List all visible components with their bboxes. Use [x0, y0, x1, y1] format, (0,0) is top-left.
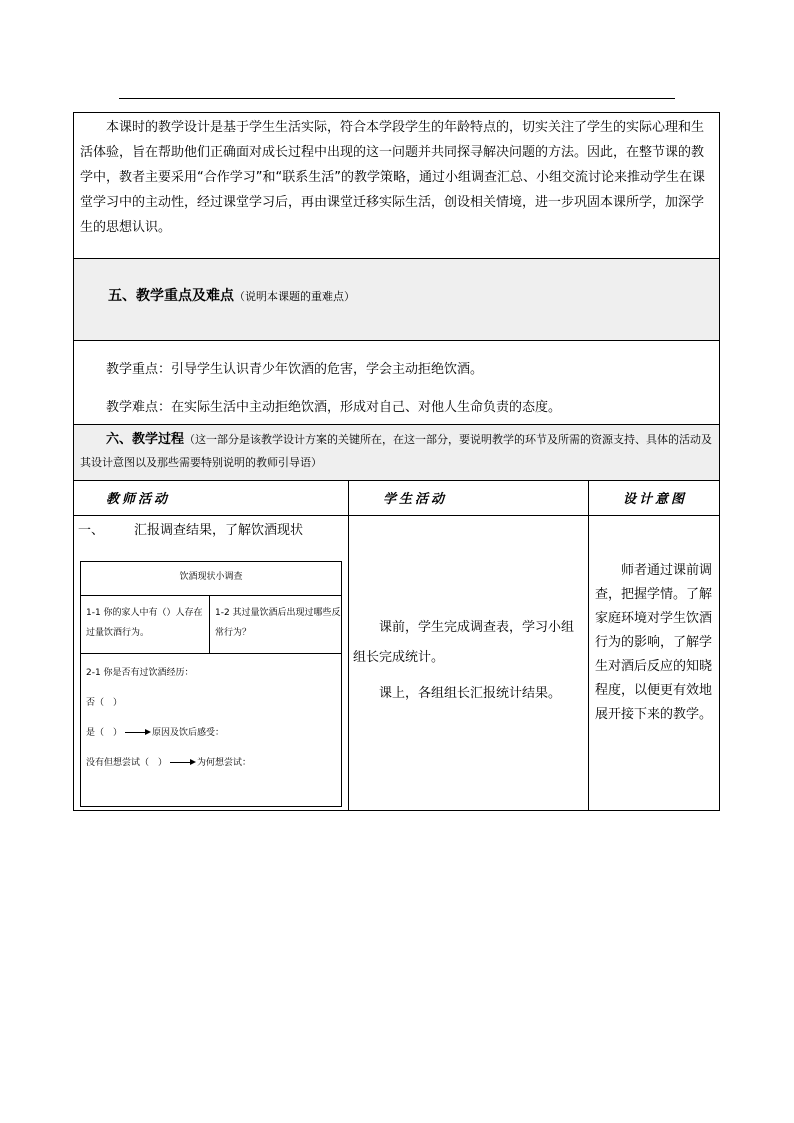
- section-6-heading: [74, 425, 719, 481]
- survey-option-yes-follow: 原因及饮后感受：: [152, 728, 225, 738]
- difficulty-point: 教学难点：在实际生活中主动拒绝饮酒，形成对自己、对他人生命负责的态度。: [106, 400, 562, 415]
- intro-section: [74, 113, 719, 259]
- header-teacher-activity: 教师活动: [106, 492, 171, 507]
- step-heading: [78, 519, 303, 538]
- step-text: 汇报调查结果，了解饮酒现状: [134, 523, 304, 538]
- section-6-title: 六、教学过程: [106, 432, 185, 447]
- activity-table-header: [74, 481, 719, 516]
- header-design-intent: 设计意图: [623, 492, 688, 507]
- student-activity-in-class: 课上，各组组长汇报统计结果。: [379, 686, 562, 701]
- design-intent-cell: [589, 516, 719, 810]
- survey-option-yes-line: [86, 718, 341, 748]
- section-6-note: （这一部分是该教学设计方案的关键所在，在这一部分，要说明教学的环节及所需的资源支持、具体的活动及其设计意图以及那些需要特别说明的教师引导语）: [80, 433, 713, 469]
- header-cell-student: [349, 481, 589, 515]
- key-points-section: [74, 341, 719, 425]
- survey-question-2-block: [81, 654, 341, 778]
- survey-question-2-1: 2-1 你是否有过饮酒经历：: [86, 668, 194, 678]
- arrow-right-icon: [125, 732, 149, 733]
- activity-table-row: [74, 516, 719, 810]
- survey-question-row: [81, 596, 341, 654]
- key-point: 教学重点：引导学生认识青少年饮酒的危害，学会主动拒绝饮酒。: [106, 362, 484, 377]
- intro-paragraph: 本课时的教学设计是基于学生生活实际，符合本学段学生的年龄特点的，切实关注了学生的实际心理和生活体验，旨在帮助他们正确面对成长过程中出现的这一问题并共同探寻解决问题的方法。因此，在整节课的教学中，教者主要采用“合作学习”和“联系生活”的教学策略，通过小组调查汇总、小组交流讨论来推动学生在课堂学习中的主动性，经过课堂学习后，再由课堂迁移实际生活，创设相关情境，进一步巩固本课所学，加深学生的思想认识。: [80, 120, 705, 235]
- survey-form: [80, 561, 342, 807]
- section-5-heading: [74, 259, 719, 341]
- survey-option-yes: 是（ ）: [86, 728, 123, 738]
- lesson-plan-table: [73, 112, 720, 811]
- design-intent-text: 师者通过课前调查，把握学情。了解家庭环境对学生饮酒行为的影响，了解学生对酒后反应的知晓程度，以便更有效地展开接下来的教学。: [595, 563, 713, 722]
- student-activity-text: [353, 613, 584, 715]
- section-5-title: [108, 285, 355, 305]
- student-activity-cell: [349, 516, 589, 810]
- survey-title: 饮酒现状小调查: [81, 562, 341, 596]
- survey-option-no: 否（ ）: [86, 698, 123, 708]
- survey-question-1-1: 1-1 你的家人中有（）人存在过量饮酒行为。: [81, 596, 210, 653]
- header-student-activity: 学生活动: [383, 492, 448, 507]
- header-cell-teacher: [74, 481, 349, 515]
- survey-option-want-follow: 为何想尝试：: [197, 758, 252, 768]
- student-activity-before-class: 课前，学生完成调查表，学习小组组长完成统计。: [353, 620, 575, 665]
- header-cell-design: [589, 481, 719, 515]
- section-5-title-text: 五、教学重点及难点: [108, 288, 234, 304]
- arrow-right-icon: [170, 762, 194, 763]
- section-5-note: （说明本课题的重难点）: [234, 290, 355, 303]
- survey-option-want: 没有但想尝试（ ）: [86, 758, 168, 768]
- teacher-activity-cell: [74, 516, 349, 810]
- header-rule: [119, 98, 675, 99]
- survey-option-want-line: [86, 748, 341, 778]
- step-number: 一、: [78, 523, 105, 538]
- section-6-paragraph: [74, 428, 719, 474]
- survey-question-1-2: 1-2 其过量饮酒后出现过哪些反常行为？: [215, 608, 341, 638]
